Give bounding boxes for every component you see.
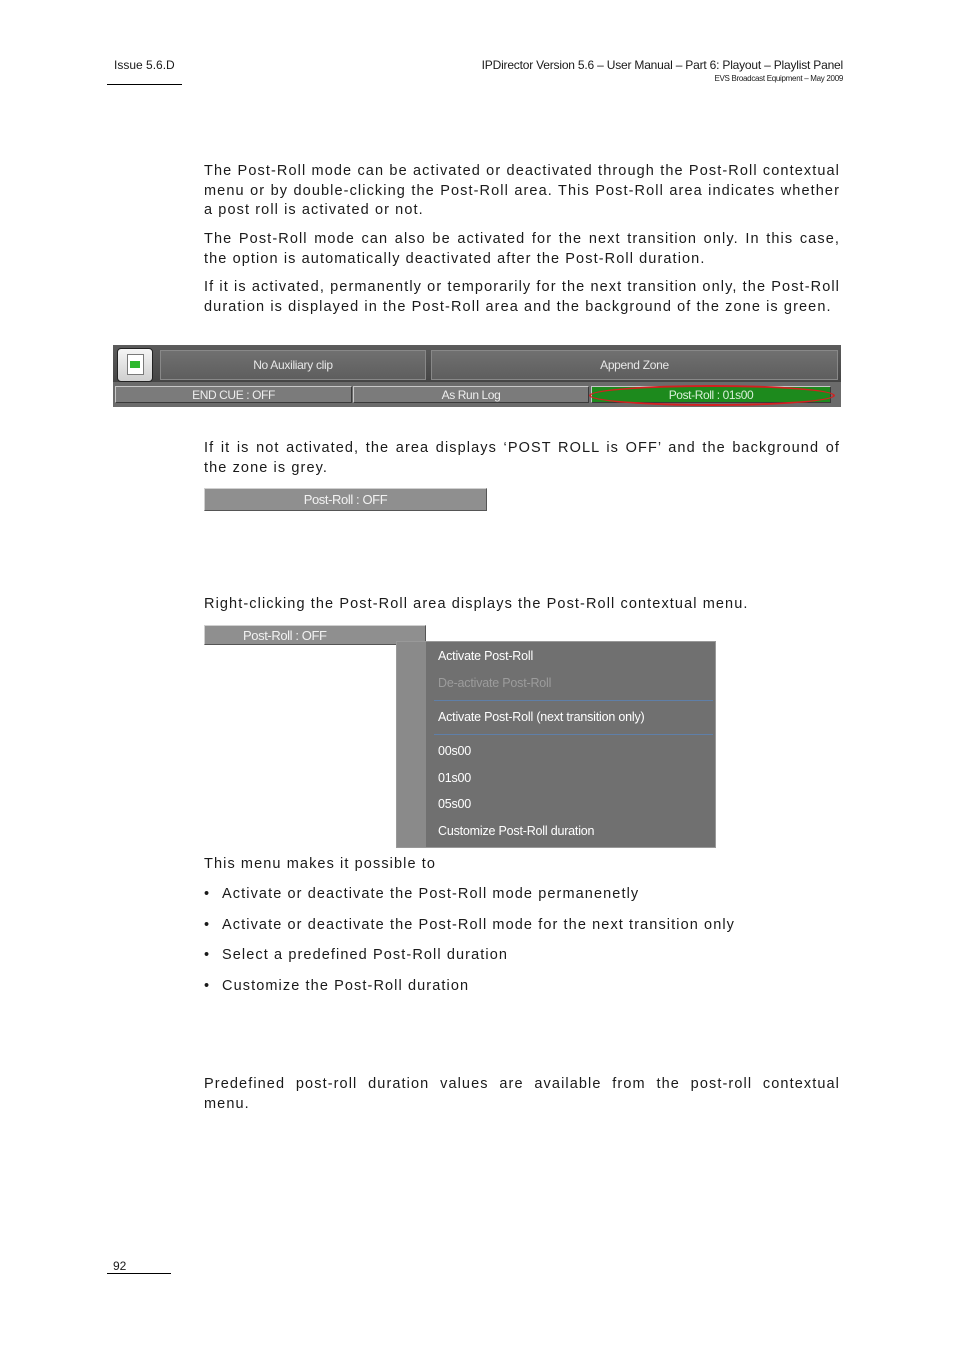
paragraph-post-roll-toggle: The Post-Roll mode can be activated or deactivated through the Post-Roll contextual menu or by double-clicking the Post-Roll area. This Post-Roll area indicates whether a post roll is activated or not. [204,163,840,218]
paragraph-not-activated: If it is not activated, the area displays ‘POST ROLL is OFF’ and the background of the zone is grey. [204,440,840,476]
menu-separator [434,734,713,735]
menu-item-00s00[interactable]: 00s00 [438,744,472,758]
menu-item-customize[interactable]: Customize Post-Roll duration [438,824,595,838]
list-item: • Activate or deactivate the Post-Roll mode for the next transition only [204,917,736,933]
menu-item-activate[interactable]: Activate Post-Roll [438,649,534,663]
footer-rule [107,1273,171,1274]
post-roll-context-menu [396,641,716,848]
paragraph-right-click: Right-clicking the Post-Roll area displays the Post-Roll contextual menu. [204,596,749,612]
menu-icon-strip [397,642,426,847]
issue-label: Issue 5.6.D [114,58,175,72]
clip-icon[interactable] [117,348,153,382]
post-roll-area-active[interactable]: Post-Roll : 01s00 [591,386,831,403]
menu-item-activate-next[interactable]: Activate Post-Roll (next transition only) [438,710,645,724]
as-run-log-area[interactable]: As Run Log [353,386,589,403]
menu-item-deactivate: De-activate Post-Roll [438,676,552,690]
paragraph-menu-purpose: This menu makes it possible to [204,856,437,872]
menu-item-01s00[interactable]: 01s00 [438,771,472,785]
list-item: • Customize the Post-Roll duration [204,978,470,994]
list-item: • Activate or deactivate the Post-Roll mode permanenetly [204,886,640,902]
post-roll-area-off[interactable]: Post-Roll : OFF [204,488,487,511]
paragraph-activated: If it is activated, permanently or temporarily for the next transition only, the Post-Roll duration is displayed in the Post-Roll area and the background of the zone is green. [204,279,840,315]
menu-separator [434,700,713,701]
header-rule [107,84,182,85]
append-zone-button[interactable]: Append Zone [431,350,838,380]
highlight-ellipse [589,385,835,406]
menu-item-05s00[interactable]: 05s00 [438,797,472,811]
document-title: IPDirector Version 5.6 – User Manual – Part 6: Playout – Playlist Panel [481,58,843,72]
post-roll-area-anchor[interactable]: Post-Roll : OFF [204,625,426,645]
list-item: • Select a predefined Post-Roll duration [204,947,509,963]
document-subtitle: EVS Broadcast Equipment – May 2009 [714,74,843,83]
end-cue-area[interactable]: END CUE : OFF [115,386,352,403]
paragraph-next-transition: The Post-Roll mode can also be activated for the next transition only. In this case, the option is automatically deactivated after the Post-Roll duration. [204,231,840,267]
page-number: 92 [113,1259,127,1273]
paragraph-predefined: Predefined post-roll duration values are available from the post-roll contextual menu. [204,1076,840,1112]
auxiliary-clip-button[interactable]: No Auxiliary clip [160,350,426,380]
